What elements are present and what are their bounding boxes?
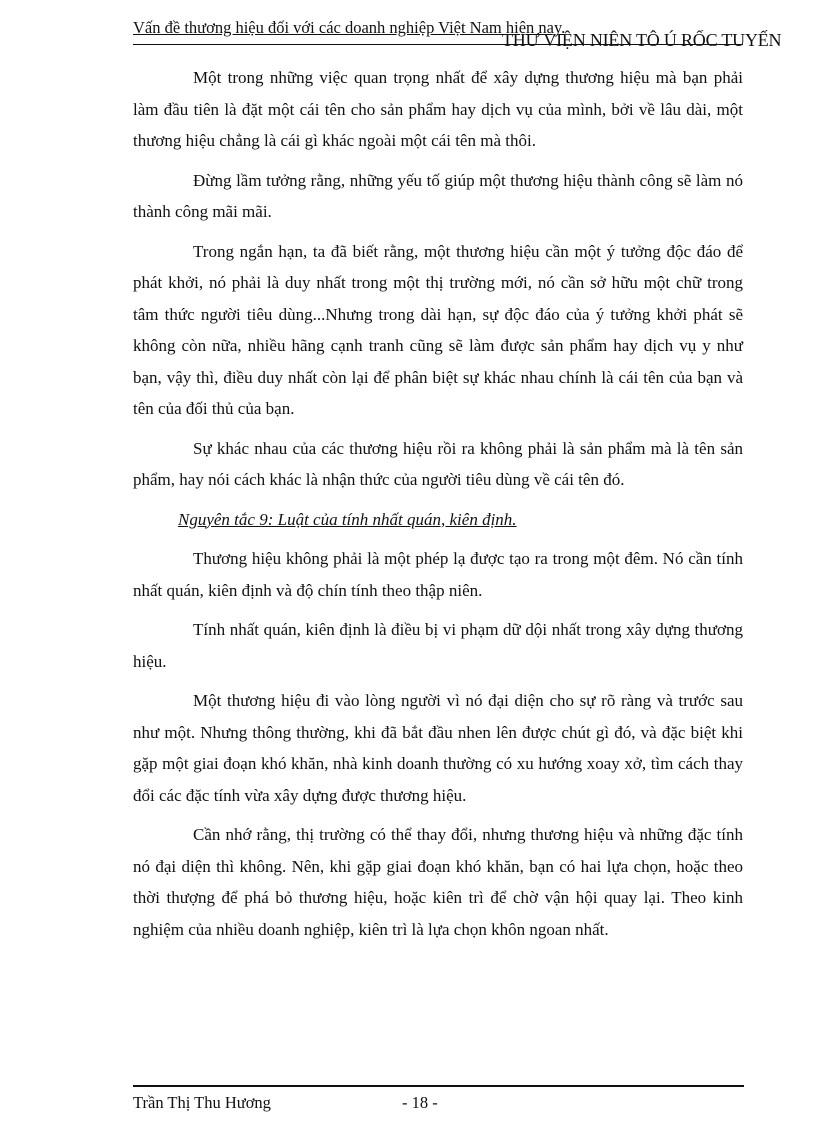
- header-rule: [133, 44, 743, 45]
- library-watermark: THƯ VIỆN NIÊN TÔ Ú RỐC TUYẾN: [502, 30, 782, 50]
- paragraph: Cần nhớ rằng, thị trường có thể thay đổi, nhưng thương hiệu và những đặc tính nó đại diện thì không. Nên, khi gặp giai đoạn khó khăn, bạn có hai lựa chọn, hoặc theo thời thượng để phá bỏ thương hiệu, hoặc kiên trì để chờ vận hội quay lại. Theo kinh nghiệm của nhiều doanh nghiệp, kiên trì là lựa chọn khôn ngoan nhất.: [133, 825, 743, 939]
- paragraph: Thương hiệu không phải là một phép lạ được tạo ra trong một đêm. Nó cần tính nhất quán, kiên định và độ chín tính theo thập niên.: [133, 549, 743, 600]
- section-heading: Nguyên tắc 9: Luật của tính nhất quán, kiên định.: [178, 509, 517, 529]
- page-body: [133, 62, 743, 953]
- paragraph: Sự khác nhau của các thương hiệu rồi ra không phải là sản phẩm mà là tên sản phẩm, hay nói cách khác là nhận thức của người tiêu dùng về cái tên đó.: [133, 438, 743, 489]
- paragraph: Đừng lầm tưởng rằng, những yếu tố giúp một thương hiệu thành công sẽ làm nó thành công mãi mãi.: [133, 170, 743, 221]
- page-number: - 18 -: [402, 1093, 438, 1112]
- paragraph: Tính nhất quán, kiên định là điều bị vi phạm dữ dội nhất trong xây dựng thương hiệu.: [133, 620, 743, 671]
- paragraph: Trong ngắn hạn, ta đã biết rằng, một thương hiệu cần một ý tưởng độc đáo để phát khởi, nó phải là duy nhất trong một thị trường mới, nó cần sở hữu một chữ trong tâm thức người tiêu dùng...Nhưng trong dài hạn, sự độc đáo của ý tưởng khởi phát sẽ không còn nữa, nhiều hãng cạnh tranh cũng sẽ làm được sản phẩm hay dịch vụ y như bạn, vậy thì, điều duy nhất còn lại để phân biệt sự khác nhau chính là cái tên của bạn và tên của đối thủ của bạn.: [133, 241, 743, 418]
- footer-rule: [133, 1085, 744, 1087]
- running-header-title: Vấn đề thương hiệu đối với các doanh nghiệp Việt Nam hiện nay.: [133, 18, 566, 37]
- footer-author: Trần Thị Thu Hương: [133, 1093, 271, 1112]
- paragraph: Một trong những việc quan trọng nhất để xây dựng thương hiệu mà bạn phải làm đầu tiên là đặt một cái tên cho sản phẩm hay dịch vụ của mình, bởi về lâu dài, một thương hiệu chẳng là cái gì khác ngoài một cái tên mà thôi.: [133, 68, 743, 150]
- paragraph: Một thương hiệu đi vào lòng người vì nó đại diện cho sự rõ ràng và trước sau như một. Nhưng thông thường, khi đã bắt đầu nhen lên được chút gì đó, và đặc biệt khi gặp một giai đoạn khó khăn, nhà kinh doanh thường có xu hướng xoay xở, tìm cách thay đổi các đặc tính vừa xây dựng được thương hiệu.: [133, 691, 743, 805]
